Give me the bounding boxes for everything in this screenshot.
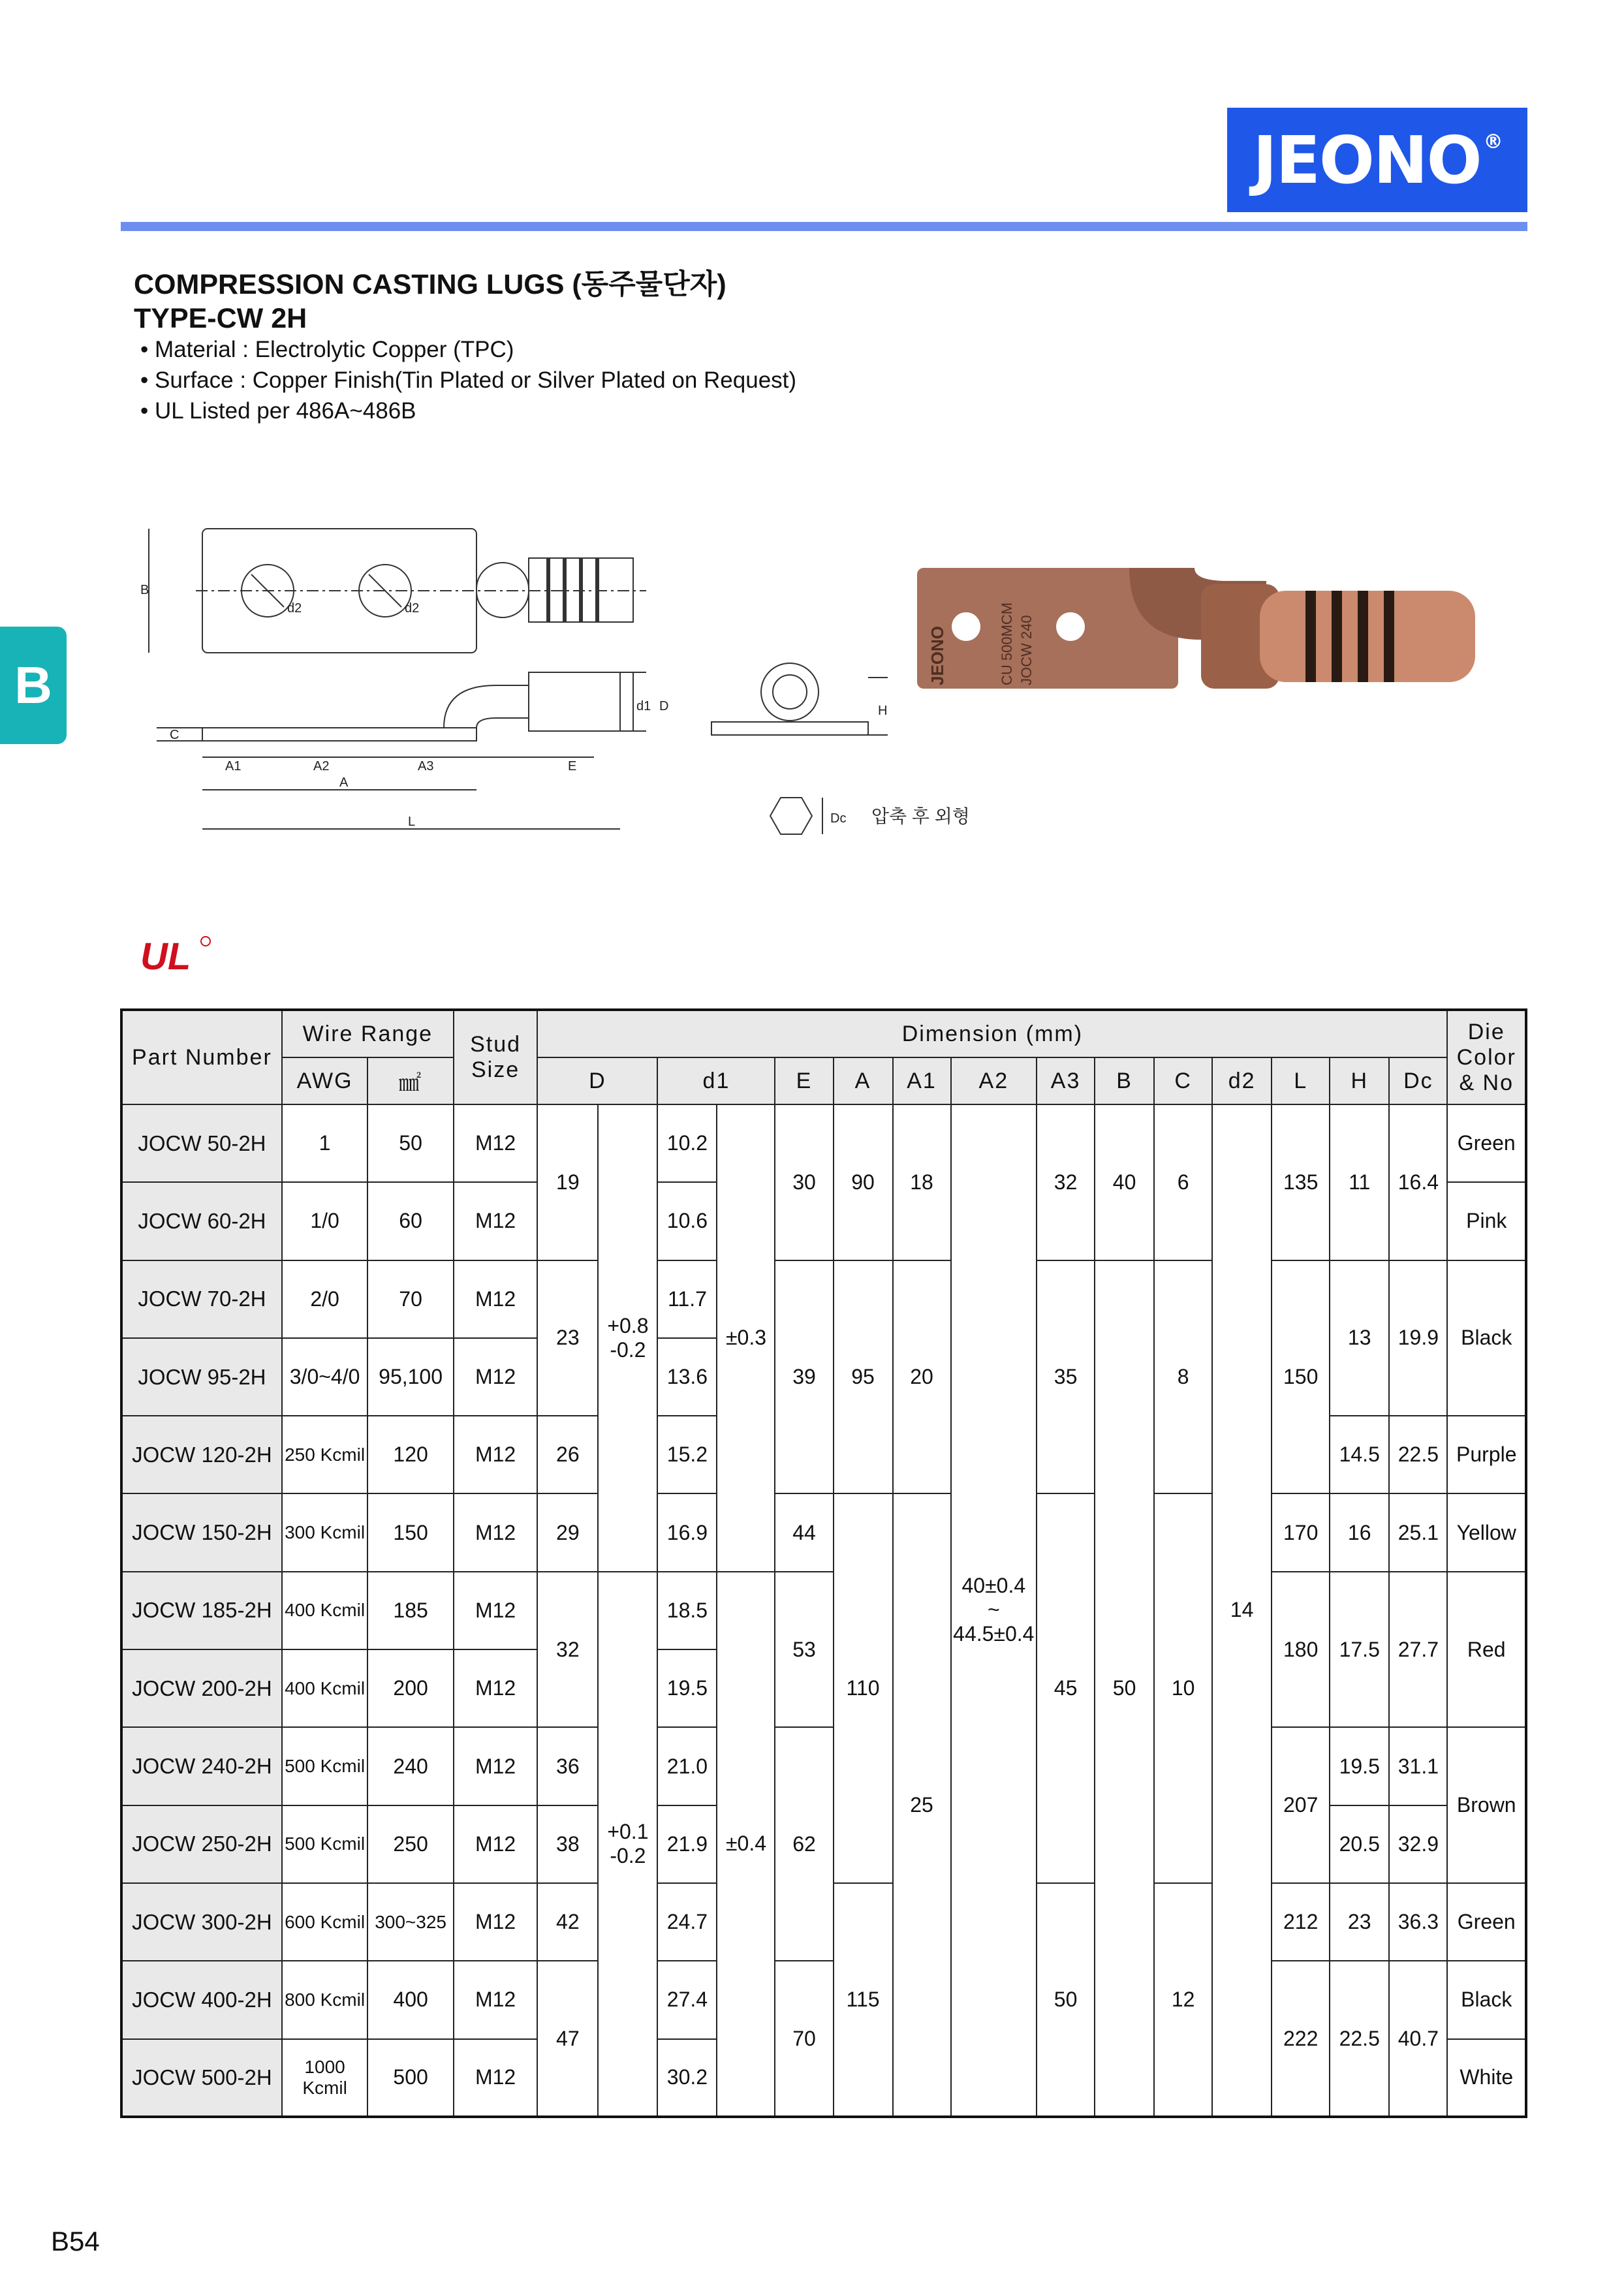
B-cell: 50 [1095, 1260, 1154, 2117]
page-title [134, 268, 726, 336]
H-cell: 20.5 [1330, 1805, 1389, 1883]
Dc-cell: 16.4 [1389, 1104, 1447, 1260]
d1-cell: 16.9 [657, 1493, 717, 1571]
L-cell: 180 [1272, 1572, 1330, 1728]
part-number: JOCW 70-2H [121, 1260, 282, 1338]
svg-text:d1: d1 [636, 699, 651, 713]
B-cell: 40 [1095, 1104, 1154, 1260]
stud-cell: M12 [454, 1649, 537, 1727]
header-d2: d2 [1212, 1057, 1272, 1104]
svg-text:L: L [408, 815, 416, 829]
bullet-ul: • UL Listed per 486A~486B [140, 396, 796, 426]
spec-bullets [140, 334, 796, 426]
awg-cell: 500 Kcmil [282, 1805, 368, 1883]
A3-cell: 35 [1037, 1260, 1095, 1494]
part-number: JOCW 240-2H [121, 1727, 282, 1805]
D-cell: 29 [537, 1493, 598, 1571]
dim-B: B [140, 583, 149, 597]
H-cell: 16 [1330, 1493, 1389, 1571]
header-A2: A2 [951, 1057, 1037, 1104]
header-die-color: Die Color & No [1447, 1010, 1526, 1104]
D-cell: 36 [537, 1727, 598, 1805]
svg-text:E: E [568, 759, 577, 773]
part-number: JOCW 200-2H [121, 1649, 282, 1727]
mm2-cell: 200 [367, 1649, 454, 1727]
C-cell: 6 [1154, 1104, 1212, 1260]
H-cell: 22.5 [1330, 1961, 1389, 2117]
mm2-cell: 500 [367, 2039, 454, 2117]
d1-cell: 13.6 [657, 1338, 717, 1416]
part-number: JOCW 95-2H [121, 1338, 282, 1416]
mm2-cell: 150 [367, 1493, 454, 1571]
E-cell: 39 [775, 1260, 833, 1494]
d1-tolerance-cell: ±0.3 [717, 1104, 775, 1572]
d1-cell: 10.6 [657, 1182, 717, 1260]
stud-cell: M12 [454, 2039, 537, 2117]
part-number: JOCW 185-2H [121, 1572, 282, 1649]
die-color-cell: Red [1447, 1572, 1526, 1728]
D-cell: 47 [537, 1961, 598, 2117]
part-number: JOCW 120-2H [121, 1416, 282, 1493]
part-number: JOCW 400-2H [121, 1961, 282, 2038]
table-row [121, 1727, 1526, 1805]
die-color-cell: Brown [1447, 1727, 1526, 1883]
H-cell: 19.5 [1330, 1727, 1389, 1805]
d1-cell: 18.5 [657, 1572, 717, 1649]
ul-listed-mark [140, 933, 212, 979]
H-cell: 11 [1330, 1104, 1389, 1260]
awg-cell: 250 Kcmil [282, 1416, 368, 1493]
svg-text:d2: d2 [287, 601, 302, 616]
die-color-cell: Green [1447, 1104, 1526, 1182]
d1-cell: 21.9 [657, 1805, 717, 1883]
svg-text:CU 500MCM: CU 500MCM [999, 602, 1015, 685]
Dc-cell: 22.5 [1389, 1416, 1447, 1493]
d1-cell: 10.2 [657, 1104, 717, 1182]
part-number: JOCW 50-2H [121, 1104, 282, 1182]
awg-cell: 400 Kcmil [282, 1572, 368, 1649]
stud-cell: M12 [454, 1572, 537, 1649]
d1-cell: 19.5 [657, 1649, 717, 1727]
stud-cell: M12 [454, 1416, 537, 1493]
mm2-cell: 60 [367, 1182, 454, 1260]
header-dimension: Dimension (mm) [537, 1010, 1447, 1057]
header-B: B [1095, 1057, 1154, 1104]
header-A: A [834, 1057, 893, 1104]
technical-drawing [131, 509, 1044, 875]
header-rule [121, 222, 1527, 231]
mm2-cell: 250 [367, 1805, 454, 1883]
stud-cell: M12 [454, 1805, 537, 1883]
svg-text:A2: A2 [313, 759, 330, 773]
stud-cell: M12 [454, 1260, 537, 1338]
header-L: L [1272, 1057, 1330, 1104]
stud-cell: M12 [454, 1961, 537, 2038]
header-E: E [775, 1057, 833, 1104]
E-cell: 53 [775, 1572, 833, 1728]
stud-cell: M12 [454, 1727, 537, 1805]
brand-logo [1227, 108, 1527, 212]
d1-cell: 15.2 [657, 1416, 717, 1493]
svg-text:JEONO: JEONO [928, 625, 947, 685]
header-d1: d1 [657, 1057, 775, 1104]
brand-name: JEONO [1253, 121, 1481, 198]
product-photo [914, 561, 1501, 711]
E-cell: 70 [775, 1961, 833, 2117]
A1-cell: 20 [893, 1260, 951, 1494]
svg-text:C: C [170, 728, 180, 742]
bullet-material: • Material : Electrolytic Copper (TPC) [140, 334, 796, 365]
A3-cell: 32 [1037, 1104, 1095, 1260]
C-cell: 10 [1154, 1493, 1212, 1882]
E-cell: 62 [775, 1727, 833, 1961]
H-cell: 13 [1330, 1260, 1389, 1416]
Dc-cell: 32.9 [1389, 1805, 1447, 1883]
D-cell: 23 [537, 1260, 598, 1416]
A-cell: 115 [834, 1883, 893, 2117]
stud-cell: M12 [454, 1338, 537, 1416]
mm2-cell: 120 [367, 1416, 454, 1493]
mm2-cell: 240 [367, 1727, 454, 1805]
E-cell: 30 [775, 1104, 833, 1260]
L-cell: 135 [1272, 1104, 1330, 1260]
L-cell: 222 [1272, 1961, 1330, 2117]
Dc-cell: 40.7 [1389, 1961, 1447, 2117]
svg-text:H: H [878, 704, 888, 718]
d2-cell: 14 [1212, 1104, 1272, 2117]
die-color-cell: Purple [1447, 1416, 1526, 1493]
svg-text:A3: A3 [418, 759, 434, 773]
mm2-cell: 50 [367, 1104, 454, 1182]
die-color-cell: White [1447, 2039, 1526, 2117]
awg-cell: 1/0 [282, 1182, 368, 1260]
D-tolerance-cell: +0.1 -0.2 [598, 1572, 657, 2117]
die-color-cell: Black [1447, 1961, 1526, 2038]
awg-cell: 600 Kcmil [282, 1883, 368, 1961]
svg-text:UL: UL [140, 935, 191, 978]
H-cell: 23 [1330, 1883, 1389, 1961]
stud-cell: M12 [454, 1182, 537, 1260]
svg-text:Dc: Dc [830, 811, 847, 826]
header-C: C [1154, 1057, 1212, 1104]
awg-cell: 300 Kcmil [282, 1493, 368, 1571]
header-wire-range: Wire Range [282, 1010, 454, 1057]
awg-cell: 400 Kcmil [282, 1649, 368, 1727]
header-stud-size: Stud Size [454, 1010, 537, 1104]
part-number: JOCW 150-2H [121, 1493, 282, 1571]
table-row [121, 1104, 1526, 1182]
header-mm2: ㎟ [367, 1057, 454, 1104]
svg-text:A1: A1 [225, 759, 242, 773]
A3-cell: 45 [1037, 1493, 1095, 1882]
table-row [121, 1260, 1526, 1338]
L-cell: 212 [1272, 1883, 1330, 1961]
title-line-1: COMPRESSION CASTING LUGS (동주물단자) [134, 269, 726, 300]
A-cell: 90 [834, 1104, 893, 1260]
E-cell: 44 [775, 1493, 833, 1571]
D-cell: 26 [537, 1416, 598, 1493]
header-part-number: Part Number [121, 1010, 282, 1104]
lug-side-view [202, 728, 476, 741]
Dc-cell: 19.9 [1389, 1260, 1447, 1416]
header-D: D [537, 1057, 657, 1104]
mm2-cell: 70 [367, 1260, 454, 1338]
die-color-cell: Yellow [1447, 1493, 1526, 1571]
header-Dc: Dc [1389, 1057, 1447, 1104]
svg-text:JOCW 240: JOCW 240 [1018, 615, 1035, 685]
header-A1: A1 [893, 1057, 951, 1104]
d1-cell: 24.7 [657, 1883, 717, 1961]
table-row [121, 1961, 1526, 2038]
Dc-cell: 25.1 [1389, 1493, 1447, 1571]
D-tolerance-cell: +0.8 -0.2 [598, 1104, 657, 1572]
part-number: JOCW 300-2H [121, 1883, 282, 1961]
D-cell: 42 [537, 1883, 598, 1961]
part-number: JOCW 250-2H [121, 1805, 282, 1883]
A2-cell: 40±0.4 ~ 44.5±0.4 [951, 1104, 1037, 2117]
D-cell: 19 [537, 1104, 598, 1260]
A1-cell: 25 [893, 1493, 951, 2116]
d1-cell: 11.7 [657, 1260, 717, 1338]
C-cell: 12 [1154, 1883, 1212, 2117]
stud-cell: M12 [454, 1493, 537, 1571]
d1-cell: 21.0 [657, 1727, 717, 1805]
mm2-cell: 95,100 [367, 1338, 454, 1416]
L-cell: 150 [1272, 1260, 1330, 1494]
table-row [121, 1572, 1526, 1649]
d1-tolerance-cell: ±0.4 [717, 1572, 775, 2117]
header-A3: A3 [1037, 1057, 1095, 1104]
A3-cell: 50 [1037, 1883, 1095, 2117]
mm2-cell: 185 [367, 1572, 454, 1649]
table-row [121, 1493, 1526, 1571]
svg-text:D: D [659, 699, 669, 713]
D-cell: 38 [537, 1805, 598, 1883]
Dc-cell: 31.1 [1389, 1727, 1447, 1805]
header-awg: AWG [282, 1057, 368, 1104]
page-number: B54 [51, 2226, 100, 2256]
awg-cell: 500 Kcmil [282, 1727, 368, 1805]
registered-mark: ® [1483, 130, 1502, 153]
bullet-surface: • Surface : Copper Finish(Tin Plated or Silver Plated on Request) [140, 365, 796, 396]
awg-cell: 3/0~4/0 [282, 1338, 368, 1416]
spec-table [120, 1008, 1527, 2118]
stud-cell: M12 [454, 1104, 537, 1182]
A1-cell: 18 [893, 1104, 951, 1260]
die-color-cell: Black [1447, 1260, 1526, 1416]
d1-cell: 27.4 [657, 1961, 717, 2038]
H-cell: 14.5 [1330, 1416, 1389, 1493]
awg-cell: 800 Kcmil [282, 1961, 368, 2038]
A-cell: 110 [834, 1493, 893, 1882]
section-tab: B [0, 627, 67, 744]
Dc-cell: 27.7 [1389, 1572, 1447, 1728]
title-line-2: TYPE-CW 2H [134, 303, 307, 334]
die-color-cell: Green [1447, 1883, 1526, 1961]
awg-cell: 1 [282, 1104, 368, 1182]
H-cell: 17.5 [1330, 1572, 1389, 1728]
part-number: JOCW 500-2H [121, 2039, 282, 2117]
die-color-cell: Pink [1447, 1182, 1526, 1260]
C-cell: 8 [1154, 1260, 1212, 1494]
part-number: JOCW 60-2H [121, 1182, 282, 1260]
Dc-cell: 36.3 [1389, 1883, 1447, 1961]
D-cell: 32 [537, 1572, 598, 1728]
after-crimp-label: 압축 후 외형 [871, 806, 970, 826]
awg-cell: 2/0 [282, 1260, 368, 1338]
mm2-cell: 300~325 [367, 1883, 454, 1961]
L-cell: 207 [1272, 1727, 1330, 1883]
A-cell: 95 [834, 1260, 893, 1494]
header-H: H [1330, 1057, 1389, 1104]
awg-cell: 1000 Kcmil [282, 2039, 368, 2117]
svg-text:d2: d2 [405, 601, 420, 616]
L-cell: 170 [1272, 1493, 1330, 1571]
stud-cell: M12 [454, 1883, 537, 1961]
svg-text:A: A [339, 775, 349, 790]
mm2-cell: 400 [367, 1961, 454, 2038]
d1-cell: 30.2 [657, 2039, 717, 2117]
